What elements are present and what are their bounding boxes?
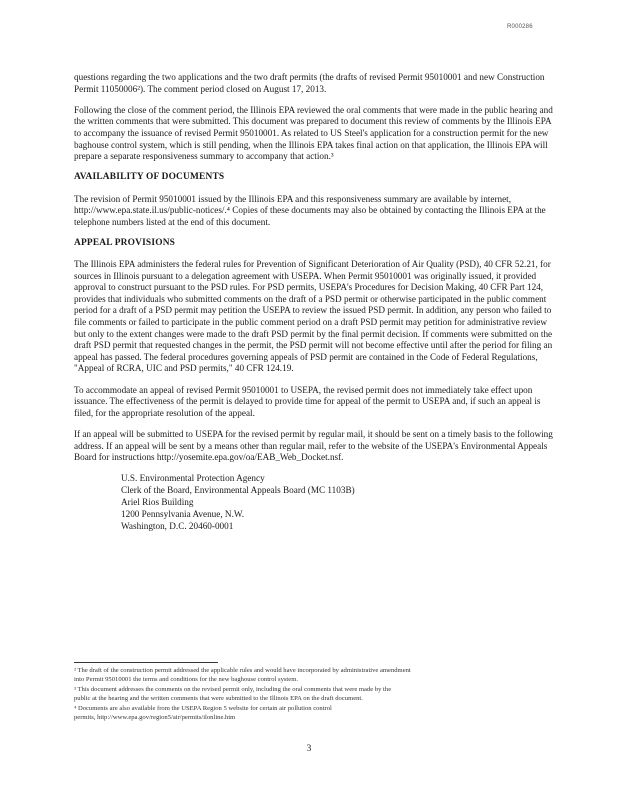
footnotes (74, 666, 554, 722)
footnote-divider (74, 662, 218, 663)
footnote-line: into Permit 95010001 the terms and conditions for the new baghouse control system. (74, 676, 298, 684)
document-body (74, 72, 554, 533)
paragraph-accommodate-appeal: To accommodate an appeal of revised Permit 95010001 to USEPA, the revised permit does not immediately take effect upon issuance. The effectiveness of the permit is delayed to provide time for appeal of the permit to USEPA and, if such an appeal is filed, for the appropriate resolution of the appeal. (74, 384, 541, 418)
paragraph-review: Following the close of the comment period, the Illinois EPA reviewed the oral comments that were made in the public hearing and the written comments that were submitted. This document was prepared to document this review of comments by the Illinois EPA to accompany the issuance of revised Permit 95010001. As related to US Steel's application for a construction permit for the new baghouse control system, which is still pending, when the Illinois EPA takes final action on that application, the Illinois EPA will prepare a separate responsiveness summary to accompany that action.³ (74, 104, 553, 162)
heading-availability: AVAILABILITY OF DOCUMENTS (74, 172, 225, 183)
mailing-address (121, 473, 554, 533)
footnote-line: permits, http://www.epa.gov/region5/air/permits/ilonline.htm (74, 714, 236, 722)
paragraph-availability: The revision of Permit 95010001 issued by the Illinois EPA and this responsiveness summary are available by internet, http://www.epa.state.il.us/public-notices/.⁴ Copies of these documents may also be obtained by contacting the Illinois EPA at the telephone numbers listed at the end of this document. (74, 193, 546, 227)
address-line: 1200 Pennsylvania Avenue, N.W. (121, 509, 244, 520)
address-line: Clerk of the Board, Environmental Appeals Board (MC 1103B) (121, 485, 355, 496)
address-line: Washington, D.C. 20460-0001 (121, 521, 234, 532)
page-number: 3 (306, 744, 312, 754)
paragraph-appeal-mail: If an appeal will be submitted to USEPA for the revised permit by regular mail, it should be sent on a timely basis to the following address. If an appeal will be sent by a means other than regular mail, refer to the website of the USEPA's Environmental Appeals Board for instructions http://yosemite.epa.gov/oa/EAB_Web_Docket.nsf. (74, 429, 553, 463)
address-line: U.S. Environmental Protection Agency (121, 473, 265, 484)
paragraph-psd: The Illinois EPA administers the federal rules for Prevention of Significant Deterioration of Air Quality (PSD), 40 CFR 52.21, for sources in Illinois pursuant to a delegation agreement with USEPA. When Permit 95010001 was originally issued, it provided approval to construct pursuant to the PSD rules. For PSD permits, USEPA's Procedures for Decision Making, 40 CFR Part 124, provides that individuals who submitted comments on the draft of a PSD permit or otherwise participated in the public comment period for a draft of a PSD permit may petition the USEPA to review the issued PSD permit. In addition, any person who failed to file comments or failed to participate in the public comment period on a draft PSD permit may petition for administrative review but only to the extent changes were made to the draft PSD permit by the final permit decision. If comments were submitted on the draft PSD permit that requested changes in the permit, the PSD permit will not become effective until after the period for filing an appeal has passed. The federal procedures governing appeals of PSD permit are contained in the Code of Federal Regulations, "Appeal of RCRA, UIC and PSD permits," 40 CFR 124.19. (74, 259, 553, 374)
footnote-line: public at the hearing and the written comments that were submitted to the Illinois EPA on the draft document. (74, 695, 363, 703)
footnote-line: ² The draft of the construction permit addressed the applicable rules and would have incorporated by administrative amendment (74, 667, 411, 674)
address-line: Ariel Rios Building (121, 497, 194, 508)
footnote-line: ³ This document addresses the comments on the revised permit only, including the oral comments that were made by the (74, 685, 392, 693)
paragraph-comment-period: questions regarding the two applications and the two draft permits (the drafts of revised Permit 95010001 and new Construction Permit 11050006²). The comment period closed on August 17, 2013. (74, 72, 545, 94)
footnote-line: ⁴ Documents are also available from the USEPA Region 5 website for certain air pollution control (74, 704, 332, 712)
bates-stamp: R000286 (507, 24, 533, 30)
heading-appeal: APPEAL PROVISIONS (74, 237, 176, 248)
